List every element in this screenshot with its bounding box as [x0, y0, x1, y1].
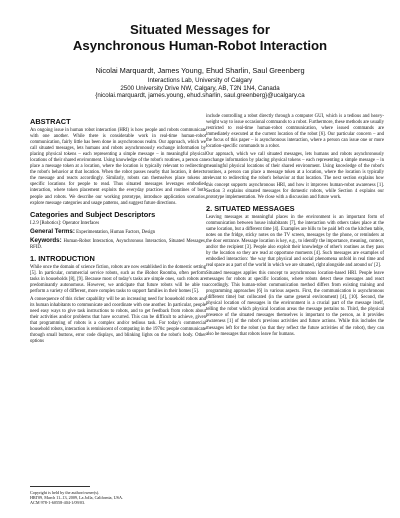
categories-heading: Categories and Subject Descriptors: [30, 209, 156, 219]
abstract-heading: ABSTRACT: [30, 117, 71, 126]
introduction-heading: 1. INTRODUCTION: [30, 253, 95, 263]
copyright-footer: [30, 490, 206, 506]
author-emails: {nicolai.marquardt, james.young, ehud.sharlin, saul.greenberg}@ucalgary.ca: [95, 92, 305, 100]
left-column: [30, 114, 206, 347]
general-terms: [30, 229, 206, 236]
section-2-paragraph-1: Leaving messages at meaningful places in the environment is an important form of communication between house inhabitants [7], the interaction with others takes place at the same location, but a different time [4]. Examples are bills to be paid left on the kitchen table, notes on the fridge, sticky notes on the TV screen, messages by the phone, or reminders at the door entrance. Message location is key, e.g., to identify the importance, meaning, context, and/or the recipient [3]. People also exploit their knowledge of other's routines as they pass by the location so they are read at opportune moments [4]. Such messages are examples of embodied interaction: 'the way that physical and social phenomena unfold in real time and real space as a part of the world in which we are situated, right alongside and around us' [2].: [206, 214, 384, 269]
affiliation-lab: Interactions Lab, University of Calgary: [147, 77, 253, 84]
right-paragraph-1: include controlling a robot directly through a computer GUI, which is a tedious and heavy-weight way to issue occasional commands to a robot. Furthermore, these methods are usually restricted to real-time human-robot communication, where issued commands are immediately executed at the current location of the robot [6]. Our particular concern – and the focus of this paper – is asynchronous interaction, where a person can issue one or more location-specific commands to a robot.: [206, 114, 384, 150]
footer-line-3: ACM 978-1-60558-404-1/09/03.: [30, 500, 86, 506]
right-column: [206, 114, 384, 340]
author-block: [0, 66, 400, 100]
author-names: Nicolai Marquardt, James Young, Ehud Sharlin, Saul Greenberg: [95, 66, 305, 75]
keywords-text: Human-Robot Interaction, Asynchronous Interaction, Situated Messages, RFID.: [30, 238, 206, 250]
section-2-heading: 2. SITUATED MESSAGES: [206, 203, 295, 213]
keywords: [30, 238, 206, 251]
affiliation-address: 2500 University Drive NW, Calgary, AB, T2N 1N4, Canada: [120, 84, 280, 92]
title-line-1: Situated Messages for: [130, 22, 270, 37]
abstract-text: An ongoing issue in human robot interaction (HRI) is how people and robots communicate with one another. While there is considerable work in real-time human-robot communication, fairly little has been done in asynchronous realm. Our approach, which we call situated messages, lets humans and robots asynchronously exchange information by placing physical tokens – each representing a simple message – in meaningful physical locations of their shared environment. Using knowledge of the robot's routines, a person can place a message token at a location, where the location is typically relevant to redirecting the robot's behavior at that location. When the robot passes nearby that location, it detects the message and reacts accordingly. Similarly, robots can themselves place tokens at specific locations for people to read. Thus situated messages leverages embodied interaction, where token placement exploits the everyday practices and routines of both people and robots. We describe our working prototype, introduce application scenarios, explore message categories and usage patterns, and suggest future directions.: [30, 128, 206, 206]
footer-line-2: HRI'09, March 11–13, 2009, La Jolla, California, USA.: [30, 495, 124, 501]
section-2-paragraph-2: Situated messages applies this concept to asynchronous location-based HRI. People leave messages for robots at specific locations, where robots detect these messages and react accordingly. This human-robot communication method differs from existing training and programming approaches [6] in various aspects. First, the communication is asynchronous (different time) but collocated (in the same general environment) [4], [10]. Second, the physical location of messages in the environment is a crucial part of the message itself, telling the robot which physical location areas the message pertains to. Third, the physical presence of the situated messages themselves is important to the person, as it provides awareness [1] of the robot's previous activities and future actions. While this includes the messages left for the robot (so that they reflect the future activities of the robot), they can also be messages that robots leave for humans.: [206, 271, 384, 337]
introduction-paragraph-1: While once the domain of science fiction, robots are now established in the domestic setting [5]. In particular, commercial service robots, such as the iRobot Roomba, often perform tasks in households [8], [9]. Because most of today's tasks are simple ones, such robots are predominantly autonomous. However, we anticipate that future robots will be able to perform a variety of different, more complex tasks to support families in their homes [5].: [30, 264, 206, 294]
terms-text: Experimentation, Human Factors, Design: [76, 229, 156, 235]
right-paragraph-2: Our approach, which we call situated messages, lets humans and robots asynchronously exchange information by placing physical tokens – each representing a simple message – in meaningful physical locations of their shared environment. Using knowledge of the robot's routines, a person can place a message token at a location, where the location is typically relevant to redirecting the robot's behavior at that location. The next section explains how this concept supports asynchronous HRI, and how it improves human-robot awareness [1]. Section 3 explains situated messages for domestic robots, while Section 4 explains our prototype implementation. We close with a discussion and future work.: [206, 152, 384, 200]
keywords-label: Keywords:: [30, 236, 62, 244]
title-line-2: Asynchronous Human-Robot Interaction: [72, 38, 328, 53]
terms-label: General Terms:: [30, 227, 75, 235]
footer-divider: [30, 486, 90, 487]
paper-title: [0, 22, 400, 54]
categories-text: I.2.9 [Robotics]: Operator Interfaces: [30, 220, 100, 226]
introduction-paragraph-2: A consequence of this richer capability will be an increasing need for household robots and its human inhabitants to communicate and coordinate with one another. In particular, people need easy ways to give task instructions to robots, and to get feedback from robots about their activities and/or problems that have occurred. This can be difficult to achieve, given that programming of robots is a complex and/or tedious task. For today's commercial household robots, interaction is reminiscent of computing in the 1970s: people communicate through small buttons, error code displays, and blinking lights on the robot's body. Other options: [30, 297, 206, 345]
footer-line-1: Copyright is held by the author/owner(s).: [30, 490, 100, 495]
